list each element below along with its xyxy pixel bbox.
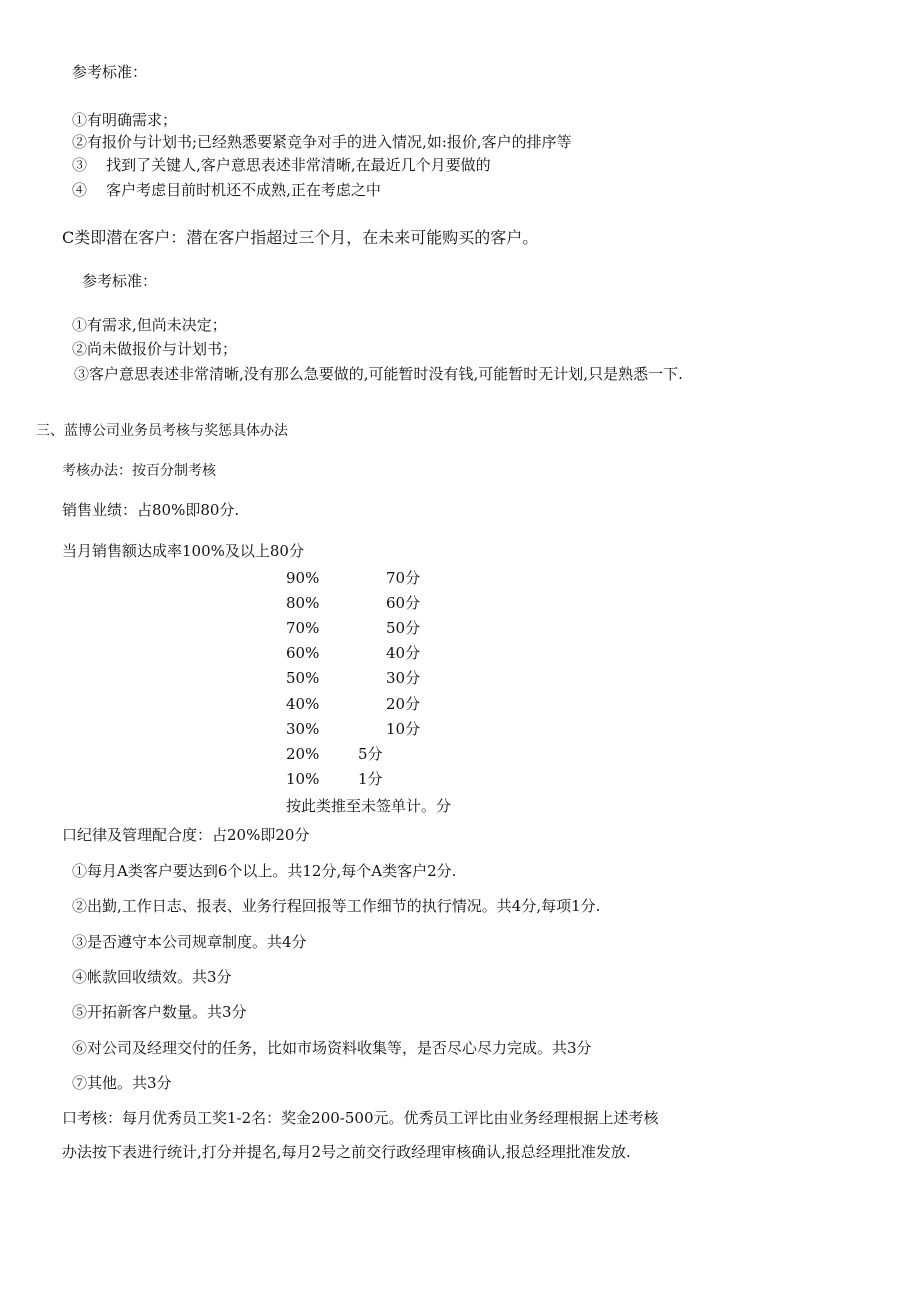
score-value: 5分 — [358, 745, 383, 763]
score-rate: 20% — [286, 745, 320, 763]
assessment-method: 考核办法：按百分制考核 — [62, 463, 216, 479]
list-item: ⑦其他。共3分 — [72, 1074, 172, 1092]
list-item: ①有需求,但尚未决定； — [72, 316, 227, 334]
list-item: ⑤开拓新客户数量。共3分 — [72, 1003, 247, 1021]
score-rate: 70% — [286, 619, 320, 637]
score-value: 20分 — [386, 695, 421, 713]
list-item: ②尚未做报价与计划书； — [72, 340, 238, 358]
sales-performance: 销售业绩：占80%即80分. — [62, 501, 240, 519]
score-value: 40分 — [386, 644, 421, 662]
score-value: 1分 — [358, 770, 383, 788]
assessment-paragraph-line: 口考核：每月优秀员工奖1-2名：奖金200-500元。优秀员工评比由业务经理根据上述考核 — [62, 1109, 659, 1127]
list-item: ③是否遵守本公司规章制度。共4分 — [72, 933, 307, 951]
discipline-heading: 口纪律及管理配合度：占20%即20分 — [62, 826, 310, 844]
score-value: 10分 — [386, 720, 421, 738]
section-three-title: 三、蓝博公司业务员考核与奖惩具体办法 — [36, 423, 288, 439]
assessment-paragraph-line: 办法按下表进行统计,打分并提名,每月2号之前交行政经理审核确认,报总经理批准发放. — [62, 1143, 631, 1161]
list-item: ③客户意思表述非常清晰,没有那么急要做的,可能暂时没有钱,可能暂时无计划,只是熟悉一下. — [74, 365, 683, 383]
list-item: ③ 找到了关键人,客户意思表述非常清晰,在最近几个月要做的 — [72, 156, 491, 174]
list-item: ⑥对公司及经理交付的任务，比如市场资料收集等，是否尽心尽力完成。共3分 — [72, 1039, 592, 1057]
list-item: ②有报价与计划书;已经熟悉要紧竞争对手的进入情况,如:报价,客户的排序等 — [72, 133, 572, 151]
score-note: 按此类推至未签单计。分 — [286, 797, 452, 815]
score-value: 30分 — [386, 669, 421, 687]
list-item: ④帐款回收绩效。共3分 — [72, 968, 232, 986]
score-value: 70分 — [386, 569, 421, 587]
score-rate: 60% — [286, 644, 320, 662]
sales-first-row: 当月销售额达成率100%及以上80分 — [62, 542, 304, 560]
score-value: 60分 — [386, 594, 421, 612]
list-item: ④ 客户考虑目前时机还不成熟,正在考虑之中 — [72, 181, 381, 199]
score-rate: 90% — [286, 569, 320, 587]
section-c-heading: C类即潜在客户：潜在客户指超过三个月，在未来可能购买的客户。 — [62, 228, 539, 247]
list-item: ②出勤,工作日志、报表、业务行程回报等工作细节的执行情况。共4分,每项1分. — [72, 897, 601, 915]
ref-label-b: 参考标准： — [72, 63, 148, 81]
score-rate: 40% — [286, 695, 320, 713]
score-rate: 80% — [286, 594, 320, 612]
score-rate: 30% — [286, 720, 320, 738]
list-item: ①有明确需求； — [72, 111, 178, 129]
list-item: ①每月A类客户要达到6个以上。共12分,每个A类客户2分. — [72, 862, 457, 880]
score-rate: 10% — [286, 770, 320, 788]
score-value: 50分 — [386, 619, 421, 637]
score-rate: 50% — [286, 669, 320, 687]
ref-label-c: 参考标准： — [82, 272, 158, 290]
